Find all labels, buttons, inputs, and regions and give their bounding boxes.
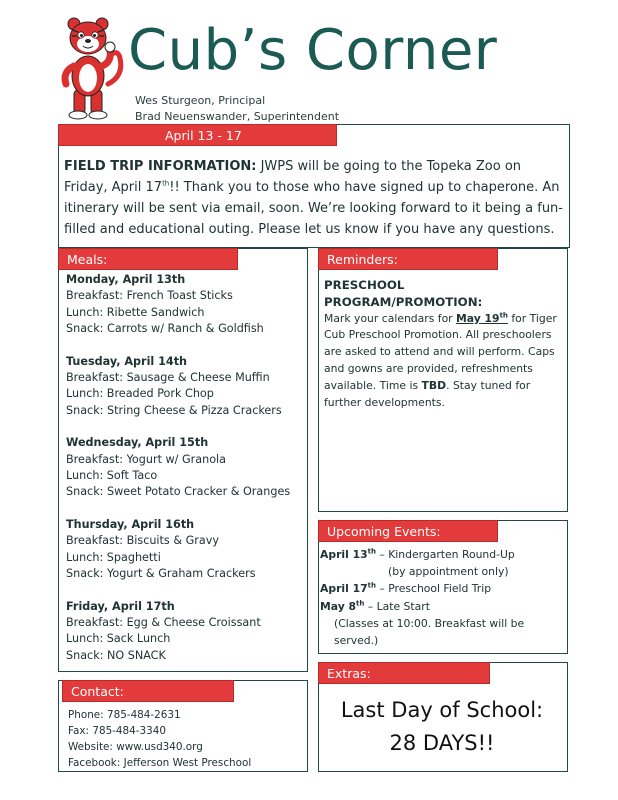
event-note: (by appointment only): [388, 565, 509, 579]
meal-day-monday: [66, 272, 306, 338]
field-trip-text-b: !! Thank you to those who have signed up to chaperone. An itinerary will be sent via email, soon. We’re looking forward to it being a fun-filled and educational outing. Please let us know if you have any questions.: [64, 180, 563, 237]
meal-snack: Snack: NO SNACK: [66, 648, 166, 662]
extras-line-1: Last Day of School:: [340, 698, 544, 722]
meal-breakfast: Breakfast: Yogurt w/ Granola: [66, 452, 227, 466]
meal-snack: Snack: Carrots w/ Ranch & Goldfish: [66, 322, 264, 336]
field-trip-sup: th: [162, 179, 170, 188]
principal-name: Wes Sturgeon, Principal: [135, 94, 266, 107]
event-text: – Preschool Field Trip: [375, 582, 492, 596]
event-item: [320, 598, 570, 615]
meal-day-title: Wednesday, April 15th: [66, 436, 209, 450]
meals-list: [66, 272, 306, 664]
event-date: May 8: [320, 599, 357, 613]
meal-snack: Snack: Yogurt & Graham Crackers: [66, 567, 256, 581]
reminder-date: [456, 312, 508, 325]
extras-tab: Extras:: [318, 662, 490, 684]
superintendent-name: Brad Neuenswander, Superintendent: [135, 110, 340, 123]
event-text: – Kindergarten Round-Up: [375, 548, 515, 561]
events-tab: Upcoming Events:: [318, 520, 498, 542]
contact-facebook: Facebook: Jefferson West Preschool: [68, 757, 252, 769]
event-item: [320, 546, 570, 563]
contact-tab: Contact:: [62, 680, 234, 702]
event-date-sup: th: [356, 599, 365, 608]
event-date: April 17: [320, 582, 368, 596]
event-date: April 13: [320, 548, 368, 561]
reminders-tab: Reminders:: [318, 248, 498, 270]
meal-breakfast: Breakfast: Sausage & Cheese Muffin: [66, 371, 270, 385]
event-note: (Classes at 10:00. Breakfast will be served.): [334, 616, 525, 648]
week-tab: April 13 - 17: [58, 124, 337, 146]
reminder-date-text: May 19: [456, 311, 500, 325]
event-item: [320, 580, 570, 597]
meal-lunch: Lunch: Breaded Pork Chop: [66, 387, 214, 401]
tiger-mascot-icon: [50, 14, 128, 120]
field-trip-label: FIELD TRIP INFORMATION:: [64, 159, 257, 174]
meal-breakfast: Breakfast: French Toast Sticks: [66, 289, 233, 303]
meal-snack: Snack: Sweet Potato Cracker & Oranges: [66, 485, 291, 499]
field-trip-text: [64, 156, 564, 240]
events-list: [320, 546, 570, 649]
meal-day-wednesday: [66, 435, 306, 501]
reminder-heading: PRESCHOOL PROGRAM/PROMOTION:: [324, 278, 483, 309]
contact-fax: Fax: 785-484-3340: [68, 725, 166, 737]
meal-day-thursday: [66, 517, 306, 583]
reminder-tbd: TBD: [421, 378, 447, 392]
page-title: Cub’s Corner: [128, 18, 498, 83]
meal-lunch: Lunch: Sack Lunch: [66, 632, 171, 646]
meal-day-title: Monday, April 13th: [66, 273, 186, 286]
meal-day-title: Friday, April 17th: [66, 599, 175, 613]
meal-snack: Snack: String Cheese & Pizza Crackers: [66, 403, 282, 417]
reminder-text: [324, 311, 562, 412]
meal-lunch: Lunch: Spaghetti: [66, 550, 161, 564]
contact-website[interactable]: Website: www.usd340.org: [68, 741, 203, 753]
reminders-content: [324, 277, 562, 411]
meal-breakfast: Breakfast: Biscuits & Gravy: [66, 534, 219, 548]
contact-phone: Phone: 785-484-2631: [68, 709, 181, 721]
contact-info: [68, 707, 251, 771]
meal-breakfast: Breakfast: Egg & Cheese Croissant: [66, 615, 261, 629]
event-text: – Late Start: [364, 599, 430, 613]
meal-lunch: Lunch: Soft Taco: [66, 469, 158, 483]
reminder-text-a: Mark your calendars for: [324, 311, 457, 325]
meal-day-title: Tuesday, April 14th: [66, 354, 188, 368]
extras-content: [318, 694, 566, 760]
reminder-date-sup: th: [499, 311, 508, 319]
reminder-text-c: . Stay tuned for further developments.: [324, 378, 531, 409]
event-date-sup: th: [367, 581, 376, 590]
meal-day-tuesday: [66, 354, 306, 420]
event-date-sup: th: [367, 547, 376, 556]
meal-day-title: Thursday, April 16th: [66, 517, 195, 531]
meals-tab: Meals:: [58, 248, 238, 270]
extras-line-2: 28 DAYS!!: [389, 731, 495, 755]
meal-lunch: Lunch: Ribette Sandwich: [66, 305, 205, 319]
meal-day-friday: [66, 599, 306, 665]
field-trip-text-a: JWPS will be going to the Topeka Zoo on Friday, April 17: [64, 159, 522, 195]
reminder-text-b: for Tiger Cub Preschool Promotion. All preschoolers are asked to attend and will perform. Caps and gowns are provided, refreshments available. Time is: [324, 311, 557, 392]
